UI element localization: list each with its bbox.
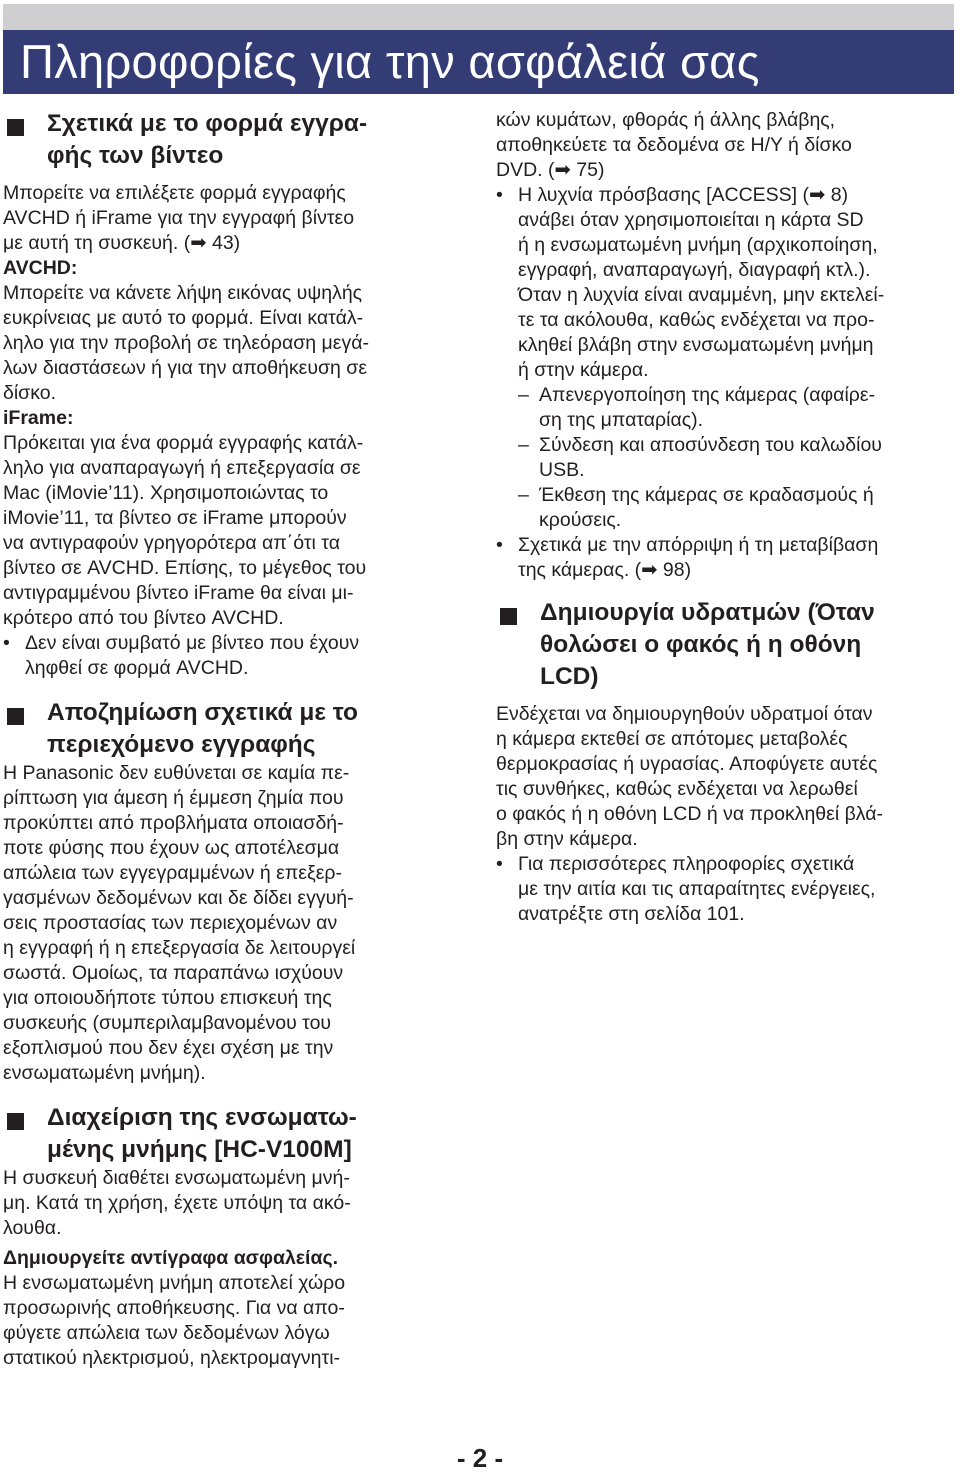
bullet-dot-icon: •	[496, 853, 503, 875]
left-column	[3, 108, 448, 1371]
iframe-label: iFrame:	[3, 407, 74, 429]
avchd-text: Μπορείτε να κάνετε λήψη εικόνας υψηλής ευκρίνειας με αυτό το φορμά. Είναι κατάλ- ληλο για την προβολή σε τηλεόραση μεγά- λων διαστάσεων ή για την αποθήκευση σε δίσκο.	[3, 282, 369, 404]
heading-built-in-memory: Διαχείριση της ενσωματω- μένης μνήμης [HC-V100M]	[3, 1102, 448, 1166]
top-gray-bar	[3, 4, 954, 30]
square-bullet-icon	[7, 119, 24, 136]
bullet-dot-icon: •	[496, 184, 503, 206]
page-number: - 2 -	[456, 1443, 504, 1473]
video-format-intro: Μπορείτε να επιλέξετε φορμά εγγραφής AVCHD ή iFrame για την εγγραφή βίντεο με αυτή τη συσκευή. (➡ 43)	[3, 182, 355, 254]
dash-item: – Απενεργοποίηση της κάμερας (αφαίρε- ση της μπαταρίας).	[518, 384, 876, 431]
dash-item: – Σύνδεση και αποσύνδεση του καλωδίου USB.	[518, 434, 882, 481]
dash-marker: –	[518, 384, 529, 406]
backup-text: Η ενσωματωμένη μνήμη αποτελεί χώρο προσωρινής αποθήκευσης. Για να απο- φύγετε απώλεια των δεδομένων λόγω στατικού ηλεκτρισμού, ηλεκτρομαγνητι-	[3, 1272, 346, 1369]
bullet-item: • Σχετικά με την απόρριψη ή τη μεταβίβαση της κάμερας. (➡ 98)	[496, 534, 879, 581]
dash-item: – Έκθεση της κάμερας σε κραδασμούς ή κρούσεις.	[518, 484, 874, 531]
bullet-item: • Για περισσότερες πληροφορίες σχετικά με την αιτία και τις απαραίτητες ενέργειες, ανατρέξτε στη σελίδα 101.	[496, 853, 876, 925]
square-bullet-icon	[7, 1113, 24, 1130]
avchd-label: AVCHD:	[3, 257, 78, 279]
heading-compensation: Αποζημίωση σχετικά με το περιεχόμενο εγγραφής	[3, 697, 448, 761]
heading-video-format: Σχετικά με το φορμά εγγρα- φής των βίντεο	[3, 108, 448, 172]
bullet-dot-icon: •	[496, 534, 503, 556]
bullet-dot-icon: •	[3, 632, 10, 654]
page-title: Πληροφορίες για την ασφάλειά σας	[20, 35, 760, 88]
right-column	[496, 108, 958, 927]
dash-marker: –	[518, 484, 529, 506]
condensation-text: Ενδέχεται να δημιουργηθούν υδρατμοί όταν η κάμερα εκτεθεί σε απότομες μεταβολές θερμοκρασίας ή υγρασίας. Αποφύγετε αυτές τις συνθήκες, καθώς ενδέχεται να λερωθεί ο φακός ή η οθόνη LCD ή να προκληθεί βλά- βη στην κάμερα.	[496, 703, 884, 850]
title-banner	[3, 30, 954, 94]
backup-heading: Δημιουργείτε αντίγραφα ασφαλείας.	[3, 1247, 339, 1269]
square-bullet-icon	[500, 608, 517, 625]
dash-marker: –	[518, 434, 529, 456]
bullet-item: • Η λυχνία πρόσβασης [ACCESS] (➡ 8) ανάβει όταν χρησιμοποιείται η κάρτα SD ή η ενσωματωμένη μνήμη (αρχικοποίηση, εγγραφή, αναπαραγωγή, διαγραφή κτλ.). Όταν η λυχνία είναι αναμμένη, μην εκτελεί- τε τα ακόλουθα, καθώς ενδέχεται να προ- κληθεί βλάβη στην ενσωματωμένη μνήμη ή στην κάμερα.	[496, 184, 885, 381]
iframe-text: Πρόκειται για ένα φορμά εγγραφής κατάλ- ληλο για αναπαραγωγή ή επεξεργασία σε Mac (iMovie’11). Χρησιμοποιώντας το iMovie’11, τα βίντεο σε iFrame μπορούν να αντιγραφούν γρηγορότερα απ΄ότι τα βίντεο σε AVCHD. Επίσης, το μέγεθος του αντιγραμμένου βίντεο iFrame θα είναι μι- κρότερο από του βίντεο AVCHD.	[3, 432, 367, 629]
heading-condensation: Δημιουργία υδρατμών (Όταν θολώσει ο φακός ή η οθόνη LCD)	[496, 597, 958, 693]
continued-text: κών κυμάτων, φθοράς ή άλλης βλάβης, αποθηκεύετε τα δεδομένα σε Η/Υ ή δίσκο DVD. (➡ 75)	[496, 109, 852, 181]
square-bullet-icon	[7, 708, 24, 725]
built-in-memory-text: Η συσκευή διαθέτει ενσωματωμένη μνή- μη. Κατά τη χρήση, έχετε υπόψη τα ακό- λουθα.	[3, 1167, 351, 1239]
bullet-item: • Δεν είναι συμβατό με βίντεο που έχουν ληφθεί σε φορμά AVCHD.	[3, 632, 360, 679]
compensation-text: Η Panasonic δεν ευθύνεται σε καμία πε- ρίπτωση για άμεση ή έμμεση ζημία που προκύπτει από προβλήματα οποιασδή- ποτε φύσης που έχουν ως αποτέλεσμα απώλεια των εγγεγραμμένων ή επεξερ- γασμένων δεδομένων και δε δίδει εγγυή- σεις προστασίας των περιεχομένων αν η εγγραφή ή η επεξεργασία δε λειτουργεί σωστά. Ομοίως, τα παραπάνω ισχύουν για οποιουδήποτε τύπου επισκευή της συσκευής (συμπεριλαμβανομένου του εξοπλισμού που δεν έχει σχέση με την ενσωματωμένη μνήμη).	[3, 762, 356, 1084]
